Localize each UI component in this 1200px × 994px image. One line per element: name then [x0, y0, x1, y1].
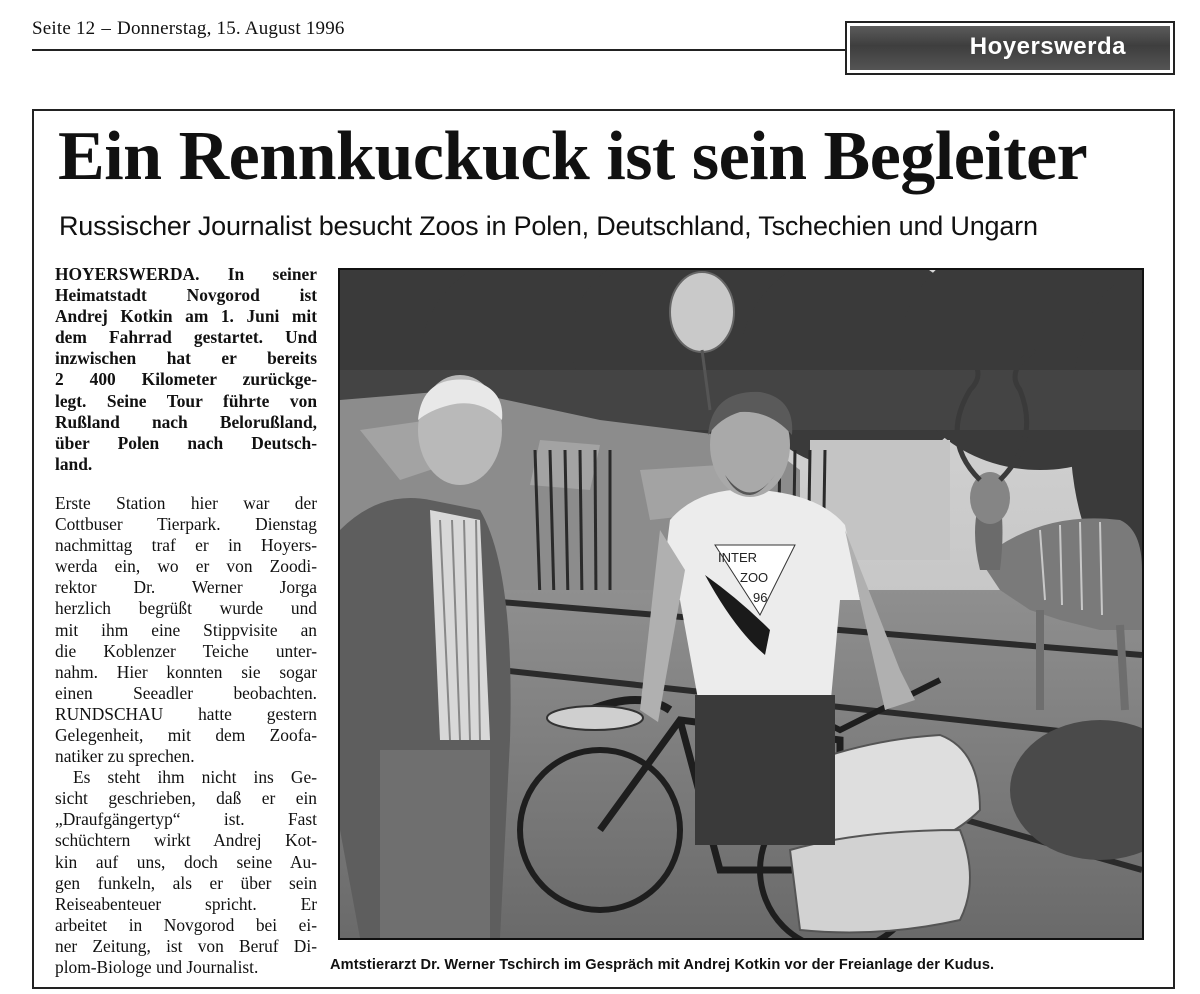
shirt-text-inter: INTER — [718, 550, 757, 565]
text-line: herzlich begrüßt wurde und — [55, 598, 317, 619]
page-number: Seite 12 — [32, 18, 96, 39]
section-banner — [845, 21, 1175, 75]
text-line: rektor Dr. Werner Jorga — [55, 577, 317, 598]
text-line: Reiseabenteuer spricht. Er — [55, 893, 317, 914]
text-line: Heimatstadt Novgorod ist — [55, 285, 317, 306]
issue-date: Donnerstag, 15. August 1996 — [117, 18, 345, 39]
text-line: die Koblenzer Teiche unter- — [55, 640, 317, 661]
text-line: Erste Station hier war der — [55, 492, 317, 513]
text-line: werda ein, wo er von Zoodi- — [55, 556, 317, 577]
text-line: Es steht ihm nicht ins Ge- — [73, 767, 317, 788]
shirt-text-year: 96 — [753, 590, 768, 605]
body-paragraph-1 — [55, 493, 317, 767]
text-line: Andrej Kotkin am 1. Juni mit — [55, 306, 317, 327]
section-banner-fill — [850, 26, 1170, 70]
text-line: über Polen nach Deutsch- — [55, 432, 317, 453]
article-photo — [338, 268, 1144, 940]
shirt-text-zoo: ZOO — [740, 570, 769, 585]
article-subheadline: Russischer Journalist besucht Zoos in Polen, Deutschland, Tschechien und Ungarn — [59, 211, 1038, 241]
photo-caption: Amtstierarzt Dr. Werner Tschirch im Gespräch mit Andrej Kotkin vor der Freianlage der Kudus. — [330, 957, 995, 973]
text-line: legt. Seine Tour führte von — [55, 390, 317, 411]
text-line: einen Seeadler beobachten. — [55, 682, 317, 703]
bike-seat — [547, 706, 643, 730]
paragraph-gap — [55, 475, 317, 493]
text-line: 2 400 Kilometer zurückge- — [55, 369, 317, 390]
text-line: natiker zu sprechen. — [55, 746, 195, 767]
text-line: sicht geschrieben, daß er ein — [55, 788, 317, 809]
text-line: nachmittag traf er in Hoyers- — [55, 535, 317, 556]
text-line: schüchtern wirkt Andrej Kot- — [55, 830, 317, 851]
section-label: Hoyerswerda — [969, 33, 1126, 60]
text-line: ner Zeitung, ist von Beruf Di- — [55, 935, 317, 956]
page-header — [32, 18, 345, 40]
text-line: kin auf uns, doch seine Au- — [55, 851, 317, 872]
header-dash: – — [101, 18, 112, 39]
text-line: Gelegenheit, mit dem Zoofa- — [55, 724, 317, 745]
text-line: plom-Biologe und Journalist. — [55, 957, 259, 977]
photo-scene — [340, 270, 1142, 938]
article-body — [55, 264, 317, 978]
text-line: „Draufgängertyp“ ist. Fast — [55, 809, 317, 830]
text-line: arbeitet in Novgorod bei ei- — [55, 914, 317, 935]
body-paragraph-2 — [55, 767, 317, 978]
lead-paragraph — [55, 264, 317, 475]
text-line: inzwischen hat er bereits — [55, 348, 317, 369]
header-rule — [32, 49, 846, 51]
text-line: land. — [55, 453, 93, 474]
text-line: nahm. Hier konnten sie sogar — [55, 661, 317, 682]
text-line: Rußland nach Belorußland, — [55, 411, 317, 432]
text-line: mit ihm eine Stippvisite an — [55, 619, 317, 640]
text-line: HOYERSWERDA. In seiner — [55, 264, 317, 284]
text-line: RUNDSCHAU hatte gestern — [55, 703, 317, 724]
text-line: Cottbuser Tierpark. Dienstag — [55, 514, 317, 535]
text-line: gen funkeln, als er über sein — [55, 872, 317, 893]
text-line: dem Fahrrad gestartet. Und — [55, 327, 317, 348]
article-headline: Ein Rennkuckuck ist sein Begleiter — [58, 118, 1088, 195]
